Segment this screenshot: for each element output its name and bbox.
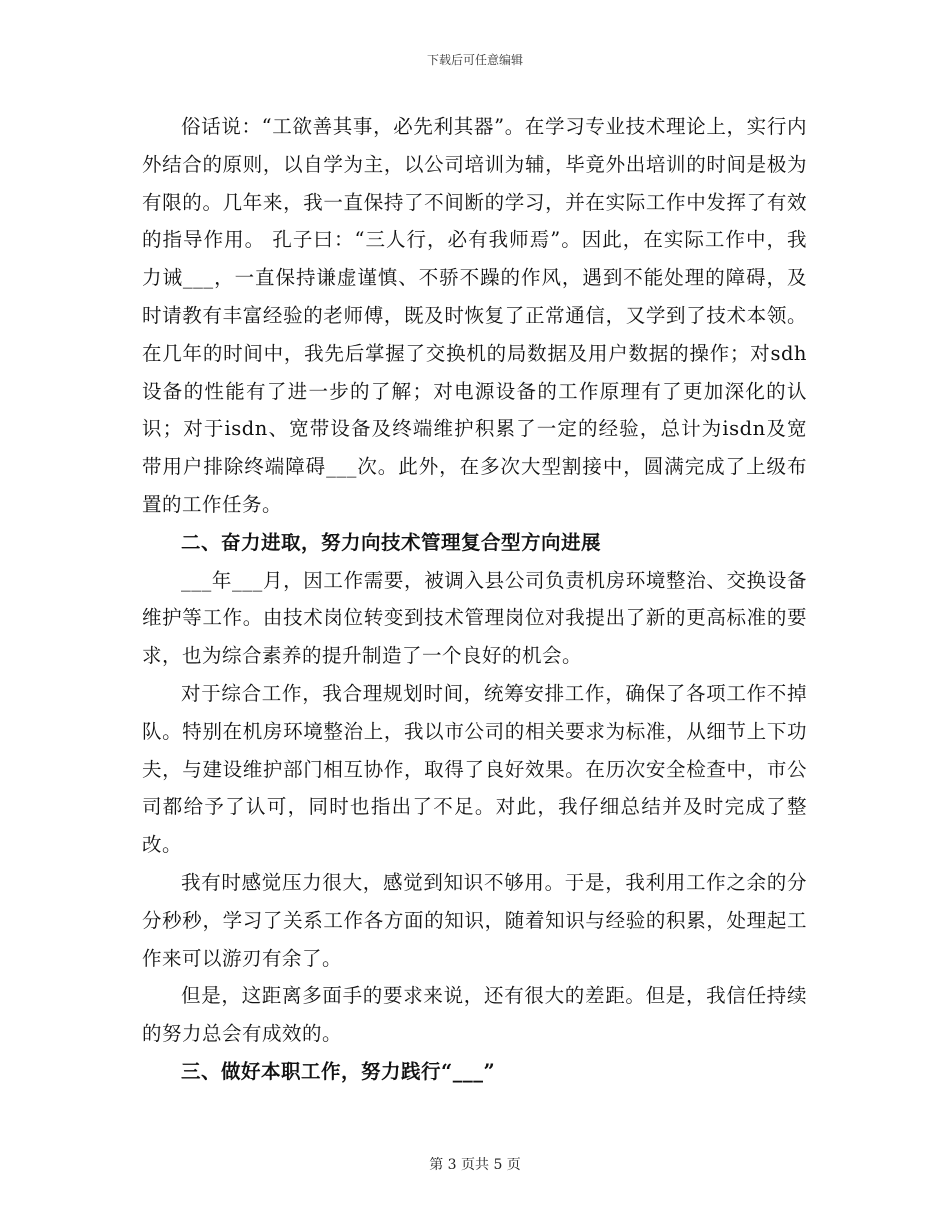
page-header: 下载后可任意编辑 [426, 53, 523, 67]
page-number-footer: 第 3 页共 5 页 [429, 1157, 521, 1173]
paragraph-pressure: 我有时感觉压力很大，感觉到知识不够用。于是，我利用工作之余的分分秒秒，学习了关系工作各方面的知识，随着知识与经验的积累，处理起工作来可以游刃有余了。 [142, 870, 807, 970]
section-heading-2: 二、奋力进取，努力向技术管理复合型方向进展 [181, 530, 602, 554]
paragraph-gap: 但是，这距离多面手的要求来说，还有很大的差距。但是，我信任持续的努力总会有成效的。 [142, 984, 807, 1046]
document-body [142, 108, 807, 1091]
paragraph-comprehensive-work: 对于综合工作，我合理规划时间，统筹安排工作，确保了各项工作不掉队。特别在机房环境整治上，我以市公司的相关要求为标准，从细节上下功夫，与建设维护部门相互协作，取得了良好效果。在历次安全检查中，市公司都给予了认可，同时也指出了不足。对此，我仔细总结并及时完成了整改。 [142, 681, 807, 857]
paragraph-transfer: ___年___月，因工作需要，被调入县公司负责机房环境整治、交换设备维护等工作。由技术岗位转变到技术管理岗位对我提出了新的更高标准的要求，也为综合素养的提升制造了一个良好的机会。 [142, 568, 807, 668]
paragraph-study-practice: 俗话说：“工欲善其事，必先利其器”。在学习专业技术理论上，实行内外结合的原则，以自学为主，以公司培训为辅，毕竟外出培训的时间是极为有限的。几年来，我一直保持了不间断的学习，并在实际工作中发挥了有效的指导作用。 孔子曰：“三人行，必有我师焉”。因此，在实际工作中，我力诫___，一直保持谦虚谨慎、不骄不躁的作风，遇到不能处理的障碍，及时请教有丰富经验的老师傅，既及时恢复了正常通信，又学到了技术本领。在几年的时间中，我先后掌握了交换机的局数据及用户数据的操作；对sdh设备的性能有了进一步的了解；对电源设备的工作原理有了更加深化的认识；对于isdn、宽带设备及终端维护积累了一定的经验，总计为isdn及宽带用户排除终端障碍___次。此外，在多次大型割接中，圆满完成了上级布置的工作任务。 [142, 115, 807, 516]
section-heading-3: 三、做好本职工作，努力践行“___” [181, 1059, 496, 1083]
